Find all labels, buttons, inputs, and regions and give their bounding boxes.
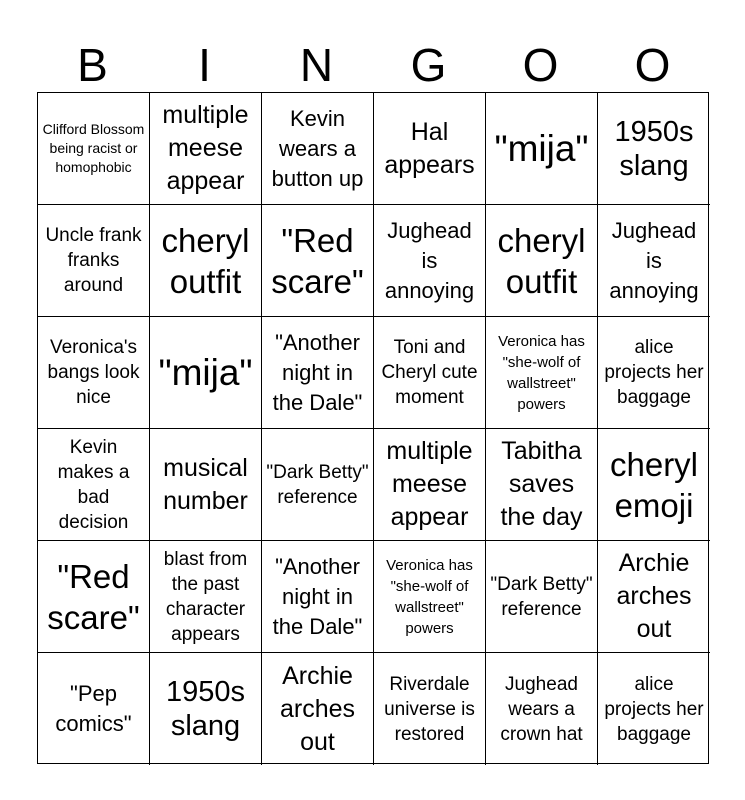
- bingo-cell[interactable]: [150, 93, 262, 205]
- cell-text: "Dark Betty" reference: [490, 573, 593, 620]
- bingo-cell[interactable]: [486, 317, 598, 429]
- bingo-cell[interactable]: [598, 93, 710, 205]
- cell-text: Jughead wears a crown hat: [500, 673, 583, 745]
- bingo-cell[interactable]: [486, 541, 598, 653]
- header-letter-b: B: [77, 39, 109, 91]
- cell-text: cheryl outfit: [161, 221, 250, 300]
- bingo-cell[interactable]: [150, 429, 262, 541]
- cell-text: alice projects her baggage: [604, 337, 704, 408]
- bingo-cell[interactable]: [374, 93, 486, 205]
- cell-text: "Another night in the Dale": [272, 329, 363, 415]
- bingo-cell[interactable]: [38, 317, 150, 429]
- cell-text: Kevin wears a button up: [271, 105, 364, 191]
- bingo-cell[interactable]: [486, 205, 598, 317]
- cell-text: Clifford Blossom being racist or homophobic: [42, 121, 145, 175]
- bingo-cell[interactable]: [262, 93, 374, 205]
- cell-text: "Red scare": [47, 557, 140, 636]
- bingo-cell[interactable]: [598, 317, 710, 429]
- cell-text: Jughead is annoying: [384, 217, 475, 303]
- cell-text: Jughead is annoying: [609, 217, 699, 303]
- header-letter-o: O: [522, 39, 560, 91]
- bingo-cell[interactable]: [374, 205, 486, 317]
- cell-text: "Pep comics": [55, 681, 132, 736]
- cell-text: cheryl emoji: [609, 445, 699, 524]
- cell-text: multiple meese appear: [162, 101, 249, 195]
- bingo-cell[interactable]: [262, 653, 374, 765]
- cell-text: 1950s slang: [614, 115, 694, 182]
- bingo-cell[interactable]: [374, 541, 486, 653]
- bingo-cell[interactable]: [598, 541, 710, 653]
- bingo-cell[interactable]: [486, 429, 598, 541]
- bingo-cell[interactable]: [486, 93, 598, 205]
- bingo-cell[interactable]: [150, 653, 262, 765]
- bingo-cell[interactable]: [486, 653, 598, 765]
- header-letter-i: I: [198, 39, 212, 91]
- bingo-cell[interactable]: [598, 653, 710, 765]
- bingo-cell[interactable]: [262, 205, 374, 317]
- bingo-cell[interactable]: [374, 429, 486, 541]
- cell-text: Archie arches out: [279, 661, 356, 756]
- cell-text: Kevin makes a bad decision: [57, 436, 130, 533]
- cell-text: "mija": [494, 127, 589, 169]
- cell-text: Riverdale universe is restored: [384, 673, 475, 745]
- bingo-cell[interactable]: [38, 541, 150, 653]
- bingo-cell[interactable]: [262, 541, 374, 653]
- bingo-cell[interactable]: [150, 205, 262, 317]
- cell-text: Hal appears: [384, 117, 475, 179]
- bingo-cell[interactable]: [150, 317, 262, 429]
- bingo-cell[interactable]: [598, 429, 710, 541]
- bingo-cell[interactable]: [38, 653, 150, 765]
- cell-text: "Another night in the Dale": [272, 553, 363, 639]
- cell-text: Tabitha saves the day: [500, 437, 583, 531]
- bingo-cell[interactable]: [150, 541, 262, 653]
- cell-text: cheryl outfit: [497, 221, 586, 300]
- cell-text: musical number: [163, 453, 248, 515]
- cell-text: Veronica's bangs look nice: [47, 337, 140, 408]
- cell-text: "mija": [158, 351, 253, 393]
- cell-text: alice projects her baggage: [604, 673, 704, 745]
- cell-text: "Red scare": [271, 221, 364, 300]
- header-letter-o-2: O: [634, 39, 672, 91]
- bingo-cell[interactable]: [262, 317, 374, 429]
- bingo-board: [37, 92, 709, 764]
- cell-text: Veronica has "she-wolf of wallstreet" powers: [498, 332, 585, 413]
- bingo-cell[interactable]: [262, 429, 374, 541]
- cell-text: Uncle frank franks around: [45, 225, 142, 296]
- bingo-cell[interactable]: [374, 653, 486, 765]
- bingo-cell[interactable]: [598, 205, 710, 317]
- header-letter-g: G: [410, 39, 448, 91]
- bingo-header: [37, 38, 709, 92]
- cell-text: Archie arches out: [616, 549, 692, 643]
- cell-text: 1950s slang: [165, 676, 245, 742]
- cell-text: blast from the past character appears: [163, 548, 248, 645]
- cell-text: Veronica has "she-wolf of wallstreet" powers: [386, 556, 473, 637]
- cell-text: "Dark Betty" reference: [266, 461, 369, 508]
- header-letter-n: N: [299, 39, 335, 91]
- cell-text: multiple meese appear: [386, 437, 473, 531]
- bingo-cell[interactable]: [38, 429, 150, 541]
- cell-text: Toni and Cheryl cute moment: [381, 337, 478, 408]
- bingo-cell[interactable]: [374, 317, 486, 429]
- bingo-cell[interactable]: [38, 93, 150, 205]
- bingo-cell[interactable]: [38, 205, 150, 317]
